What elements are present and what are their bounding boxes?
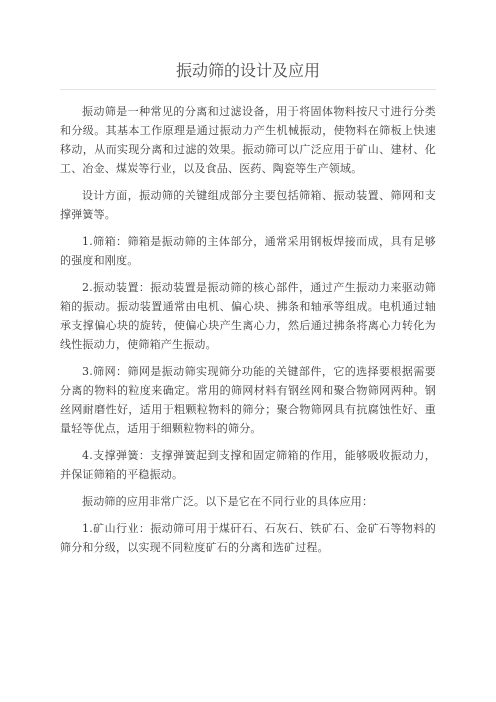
paragraph-mining-application: 1.矿山行业：振动筛可用于煤矸石、石灰石、铁矿石、金矿石等物料的筛分和分级，以实现不同粒度矿石的分离和选矿过程。 [60,522,436,554]
paragraph-screen-box: 1.筛箱：筛箱是振动筛的主体部分，通常采用钢板焊接而成，具有足够的强度和刚度。 [60,235,436,267]
paragraph-intro: 振动筛是一种常见的分离和过滤设备，用于将固体物料按尺寸进行分类和分级。其基本工作原理是通过振动力产生机械振动，使物料在筛板上快速移动，从而实现分离和过滤的效果。振动筛可以广泛应用于矿山、建材、化工、冶金、煤炭等行业，以及食品、医药、陶瓷等生产领域。 [60,105,436,175]
document-body [0,102,496,557]
paragraph-vibration-device: 2.振动装置：振动装置是振动筛的核心部件，通过产生振动力来驱动筛箱的振动。振动装置通常由电机、偏心块、拂条和轴承等组成。电机通过轴承支撑偏心块的旋转，使偏心块产生离心力，然后通过拂条将离心力转化为线性振动力，使筛箱产生振动。 [60,281,436,351]
paragraph-support-spring: 4.支撑弹簧：支撑弹簧起到支撑和固定筛箱的作用，能够吸收振动力，并保证筛箱的平稳振动。 [60,449,436,481]
paragraph-design-overview: 设计方面，振动筛的关键组成部分主要包括筛箱、振动装置、筛网和支撑弹簧等。 [60,189,436,221]
document-title: 振动筛的设计及应用 [60,60,436,90]
paragraph-applications-intro: 振动筛的应用非常广泛。以下是它在不同行业的具体应用： [82,495,374,508]
paragraph-screen-mesh: 3.筛网：筛网是振动筛实现筛分功能的关键部件，它的选择要根据需要分离的物料的粒度来确定。常用的筛网材料有钢丝网和聚合物筛网两种。钢丝网耐磨性好，适用于粗颗粒物料的筛分；聚合物筛网具有抗腐蚀性好、重量轻等优点，适用于细颗粒物料的筛分。 [60,365,436,435]
